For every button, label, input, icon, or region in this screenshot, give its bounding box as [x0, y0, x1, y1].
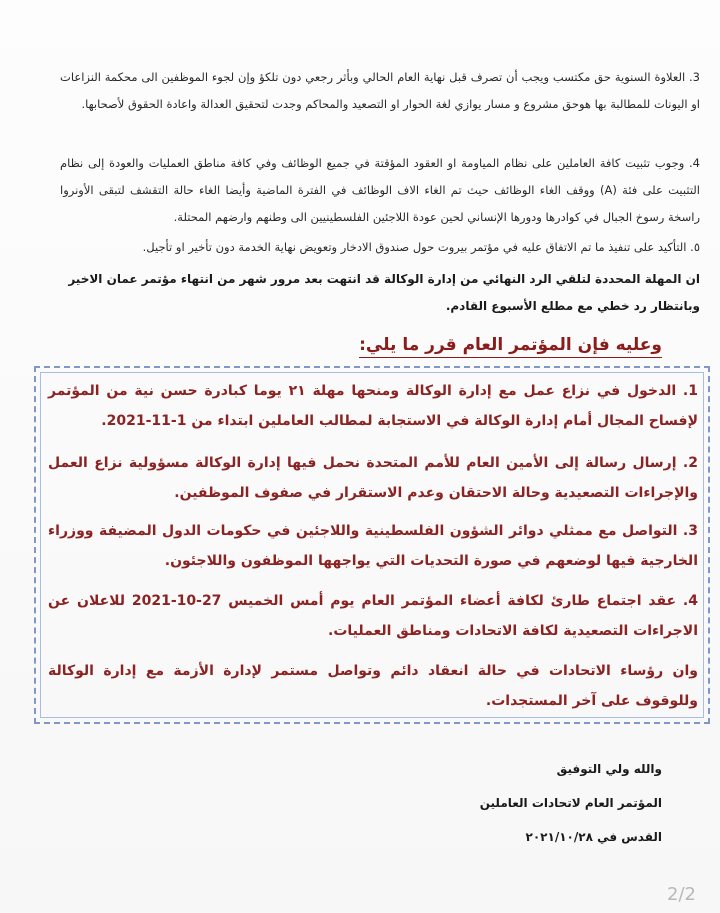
page-number: 2/2 — [667, 884, 696, 905]
decision-item: وان رؤساء الاتحادات في حالة انعقاد دائم وتواصل مستمر لإدارة الأزمة مع إدارة الوكالة وللوقوف على آخر المستجدات. — [48, 663, 698, 709]
decision-item: 2. إرسال رسالة إلى الأمين العام للأمم المتحدة نحمل فيها إدارة الوكالة مسؤولية نزاع العمل والإجراءات التصعيدية وحالة الاحتقان وعدم الاستقرار في صفوف الموظفين. — [48, 455, 698, 501]
decision-item: 4. عقد اجتماع طارئ لكافة أعضاء المؤتمر العام يوم أمس الخميس 27-10-2021 للاعلان عن الاجراءات التصعيدية لكافة الاتحادات ومناطق العمليات. — [48, 593, 698, 639]
paragraph-annual-allowance: 3. العلاوة السنوية حق مكتسب ويجب أن تصرف قبل نهاية العام الحالي وبأثر رجعي دون تلكؤ وإن لجوء الموظفين الى محكمة النزاعات او اليونات للمطالبة بها هوحق مشروع و مسار يوازي لغة الحوار او التصعيد والمحاكم وجدت لتحقيق العدالة واعادة الحقوق لأصحابها. — [60, 70, 700, 111]
decision-item: 3. التواصل مع ممثلي دوائر الشؤون الفلسطينية واللاجئين في حكومات الدول المضيفة ووزراء الخارجية فيها لوضعهم في صورة التحديات التي يواجهها الموظفون واللاجئون. — [48, 523, 698, 569]
closing-greeting: والله ولي التوفيق — [556, 762, 662, 776]
paragraph-staff-contracts: 4. وجوب تثبيت كافة العاملين على نظام المياومة او العقود المؤقتة في جميع الوظائف وفي كافة مناطق العمليات والعودة إلى نظام التثبيت على فئة (A) ووقف الغاء الوظائف حيث تم الغاء الاف الوظائف في الفترة الماضية وأيضا الغاء حالة التقشف لتبقى الأونروا راسخة رسوخ الجبال في كوادرها ودورها الإنساني لحين عودة اللاجئين الفلسطينيين الى وطنهم وارضهم المحتلة. — [60, 156, 700, 224]
paragraph-beirut-agreement: ٥. التأكيد على تنفيذ ما تم الاتفاق عليه في مؤتمر بيروت حول صندوق الادخار وتعويض نهاية الخدمة دون تأخير او تأجيل. — [142, 240, 700, 254]
paragraph-deadline: ان المهلة المحددة لتلقي الرد النهائي من إدارة الوكالة قد انتهت بعد مرور شهر من انتهاء مؤتمر عمان الاخير وبانتظار رد خطي مع مطلع الأسبوع القادم. — [68, 272, 700, 313]
closing-place-date: القدس في ٢٠٢١/١٠/٢٨ — [525, 830, 662, 844]
closing-signature: المؤتمر العام لاتحادات العاملين — [479, 796, 662, 810]
decisions-heading: وعليه فإن المؤتمر العام قرر ما يلي: — [359, 335, 662, 358]
decision-item: 1. الدخول في نزاع عمل مع إدارة الوكالة ومنحها مهلة ٢١ يوما كبادرة حسن نية من المؤتمر لإفساح المجال أمام إدارة الوكالة في الاستجابة لمطالب العاملين ابتداء من 1-11-2021. — [48, 383, 698, 429]
